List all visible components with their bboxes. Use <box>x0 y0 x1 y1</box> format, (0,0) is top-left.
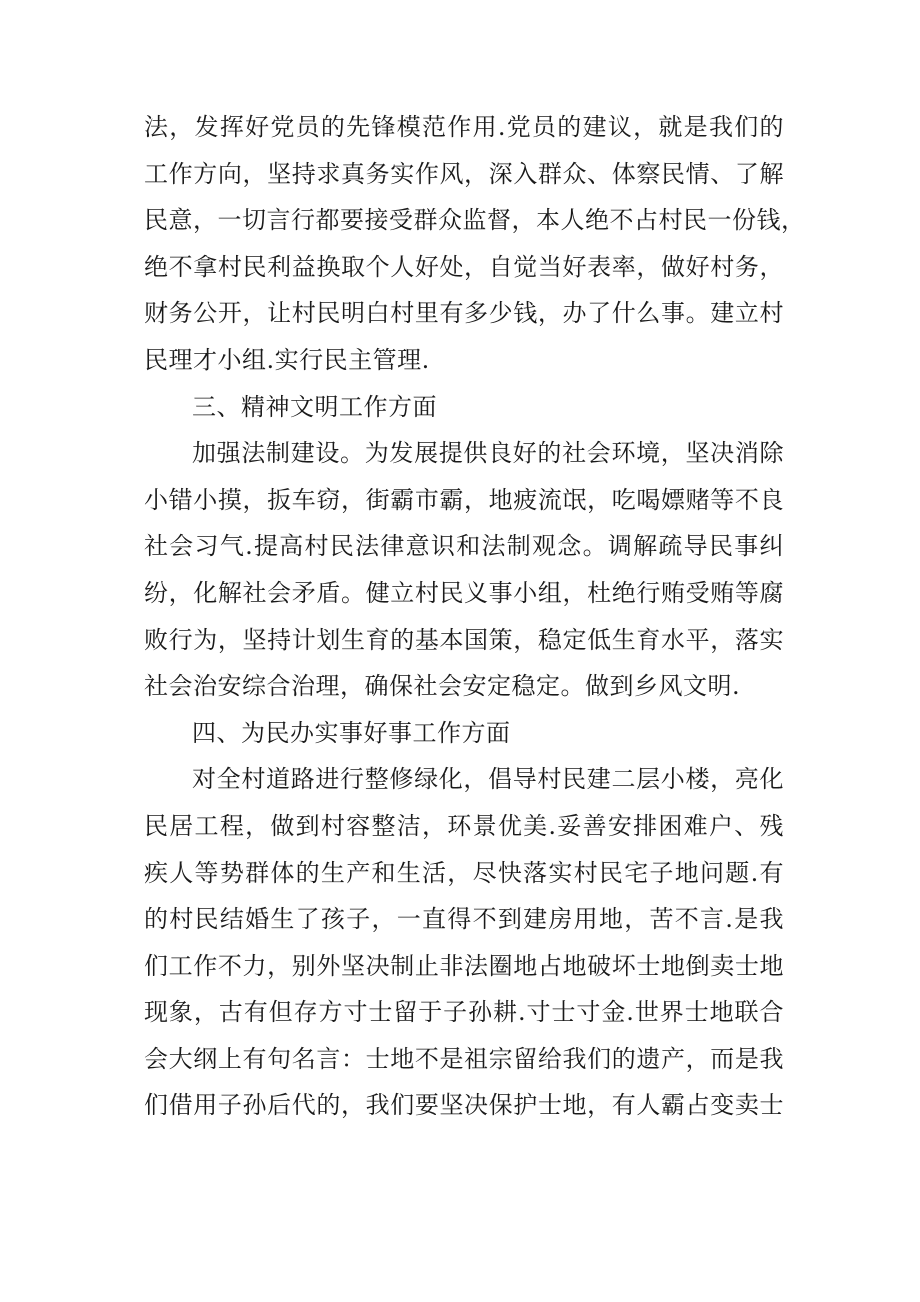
text-line: 绝不拿村民利益换取个人好处，自觉当好表率，做好村务， <box>144 252 784 281</box>
text-line: 民居工程，做到村容整洁，环景优美.妥善安排困难户、残 <box>144 811 784 840</box>
text-line: 法，发挥好党员的先锋模范作用.党员的建议，就是我们的 <box>144 113 784 141</box>
text-line: 疾人等势群体的生产和生活，尽快落实村民宅子地问题.有 <box>144 858 784 887</box>
text-line: 对全村道路进行整修绿化，倡导村民建二层小楼，亮化 <box>192 765 784 794</box>
text-line: 现象，古有但存方寸士留于子孙耕.寸士寸金.世界士地联合 <box>144 998 784 1027</box>
text-line: 败行为，坚持计划生育的基本国策，稳定低生育水平，落实 <box>144 625 784 654</box>
text-line: 加强法制建设。为发展提供良好的社会环境，坚决消除 <box>192 439 784 468</box>
text-line: 工作方向，坚持求真务实作风，深入群众、体察民情、了解 <box>144 159 784 188</box>
section-heading-3: 三、精神文明工作方面 <box>192 392 437 421</box>
text-line: 民意，一切言行都要接受群众监督，本人绝不占村民一份钱， <box>144 206 806 235</box>
text-line: 财务公开，让村民明白村里有多少钱，办了什么事。建立村 <box>144 299 784 328</box>
text-line: 小错小摸，扳车窃，街霸市霸，地疲流氓，吃喝嫖赌等不良 <box>144 485 784 514</box>
text-line: 纷，化解社会矛盾。健立村民义事小组，杜绝行贿受贿等腐 <box>144 578 784 607</box>
text-line: 会大纲上有句名言：士地不是祖宗留给我们的遗产，而是我 <box>144 1044 784 1073</box>
text-line: 社会治安综合治理，确保社会安定稳定。做到乡风文明. <box>144 672 741 701</box>
text-line: 民理才小组.实行民主管理. <box>144 345 430 374</box>
document-body <box>144 104 806 1129</box>
text-line: 社会习气.提高村民法律意识和法制观念。调解疏导民事纠 <box>144 532 784 561</box>
text-line: 们借用子孙后代的，我们要坚决保护士地，有人霸占变卖士 <box>144 1091 784 1120</box>
section-heading-4: 四、为民办实事好事工作方面 <box>192 718 511 747</box>
text-line: 的村民结婚生了孩子，一直得不到建房用地，苦不言.是我 <box>144 905 784 934</box>
text-line: 们工作不力，别外坚决制止非法圈地占地破坏士地倒卖士地 <box>144 951 784 980</box>
